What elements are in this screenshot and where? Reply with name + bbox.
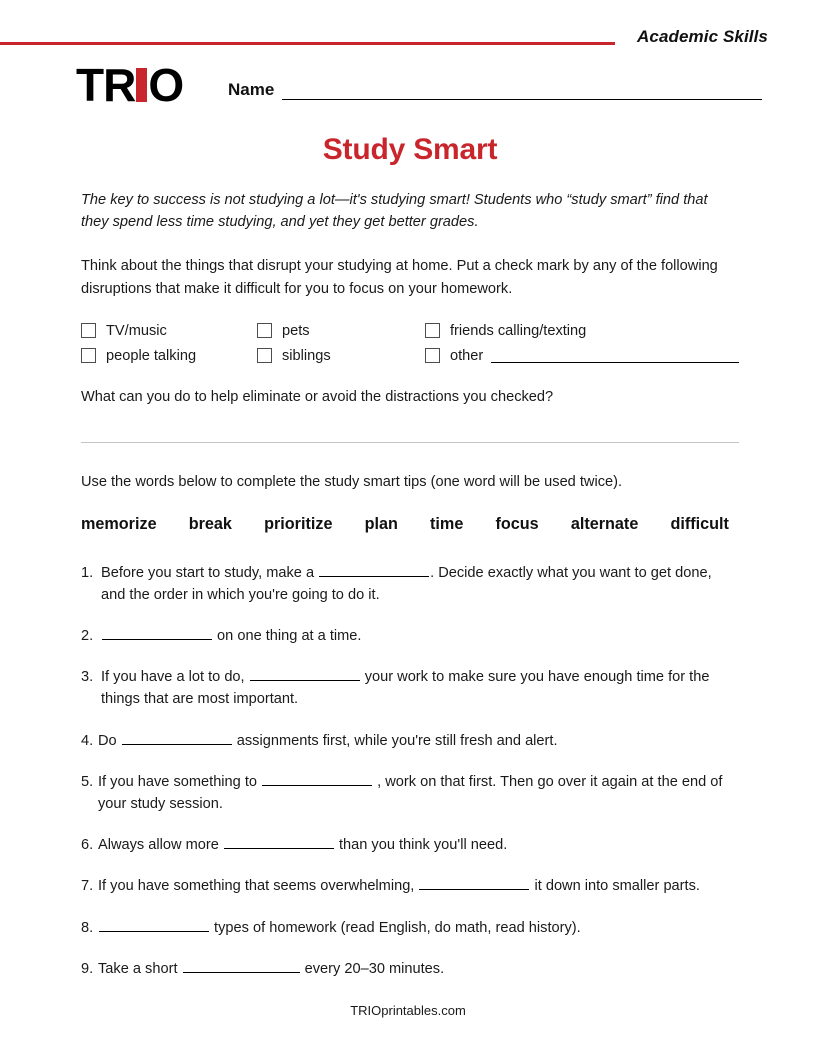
item-body: [98, 771, 739, 815]
section-divider: [81, 442, 739, 443]
distraction-answer-space[interactable]: [81, 408, 739, 442]
footer: [0, 1003, 816, 1018]
item-body: [101, 562, 739, 606]
fill-in-blank[interactable]: [102, 625, 212, 640]
word-bank-item: prioritize: [264, 514, 333, 533]
item-text-post: assignments first, while you're still fresh and alert.: [232, 732, 558, 749]
checkbox-label: people talking: [106, 347, 197, 364]
list-item: [81, 562, 739, 606]
list-item: [81, 875, 739, 897]
intro-paragraph: The key to success is not studying a lot—it's studying smart! Students who “study smart” find that they spend less time studying, and yet they get better grades.: [81, 192, 708, 231]
distraction-question: What can you do to help eliminate or avoid the distractions you checked?: [81, 388, 554, 405]
item-body: [98, 917, 739, 939]
fill-in-blank[interactable]: [99, 917, 209, 932]
item-text-post: it down into smaller parts.: [530, 878, 700, 895]
checkbox-icon[interactable]: [425, 348, 440, 363]
item-number: 6.: [81, 837, 94, 854]
trio-logo: [76, 59, 184, 111]
item-number: 8.: [81, 919, 94, 936]
checkbox-item-other[interactable]: [425, 348, 739, 364]
item-number: 9.: [81, 960, 94, 977]
item-text-pre: Do: [98, 732, 121, 749]
item-text-post: every 20–30 minutes.: [300, 960, 445, 977]
list-item: [81, 666, 739, 710]
item-body: [98, 834, 739, 856]
item-number: 3.: [81, 669, 94, 686]
word-bank-item: focus: [495, 514, 539, 533]
fill-in-blank[interactable]: [122, 730, 232, 745]
fill-in-blank[interactable]: [183, 958, 300, 973]
item-text-pre: If you have something to: [98, 773, 262, 790]
item-text-pre: If you have a lot to do,: [101, 669, 249, 686]
logo-text-left: TR: [76, 59, 136, 111]
other-write-in-line[interactable]: [491, 348, 739, 363]
tips-list: [81, 562, 739, 980]
list-item: [81, 625, 739, 647]
item-number: 1.: [81, 564, 94, 581]
name-row: [228, 80, 762, 100]
word-bank-item: difficult: [670, 514, 729, 533]
instruction-paragraph: Think about the things that disrupt your studying at home. Put a check mark by any of the following disruptions that make it difficult for you to focus on your homework.: [81, 258, 718, 297]
word-bank: [81, 515, 739, 534]
item-body: [98, 875, 739, 897]
checkbox-item[interactable]: [257, 323, 425, 339]
fill-in-blank[interactable]: [224, 834, 334, 849]
item-body: [101, 625, 739, 647]
item-number: 2.: [81, 628, 94, 645]
checkbox-icon[interactable]: [81, 348, 96, 363]
name-label: Name: [228, 80, 275, 99]
checkbox-item[interactable]: [81, 348, 257, 364]
checkbox-label: siblings: [282, 347, 331, 364]
list-item: [81, 958, 739, 980]
list-item: [81, 917, 739, 939]
checkbox-label: pets: [282, 322, 310, 339]
item-body: [101, 666, 739, 710]
item-text-pre: If you have something that seems overwhelming,: [98, 878, 419, 895]
footer-text: TRIOprintables.com: [350, 1003, 466, 1018]
item-text-post: . Decide exactly what you want to get done, and the order in which you're going to do it.: [101, 564, 712, 603]
checkbox-label: friends calling/texting: [450, 322, 587, 339]
name-input-line[interactable]: [282, 82, 762, 100]
checkbox-item[interactable]: [81, 323, 257, 339]
item-text-pre: Before you start to study, make a: [101, 564, 319, 581]
checkbox-icon[interactable]: [257, 348, 272, 363]
word-bank-item: memorize: [81, 514, 157, 533]
checkbox-item[interactable]: [257, 348, 425, 364]
logo-red-i-icon: [136, 68, 147, 102]
logo-text-right: O: [148, 59, 184, 111]
checkbox-item[interactable]: [425, 323, 739, 339]
header-kicker: Academic Skills: [637, 27, 768, 46]
checkbox-label: other: [450, 347, 484, 364]
fill-in-blank[interactable]: [250, 666, 360, 681]
page-title: Study Smart: [322, 133, 498, 166]
fill-in-blank[interactable]: [262, 771, 372, 786]
header-rule-row: [0, 27, 816, 58]
item-number: 4.: [81, 732, 94, 749]
fill-in-blank[interactable]: [419, 875, 529, 890]
list-item: [81, 834, 739, 856]
item-text-post: your work to make sure you have enough time for the things that are most important.: [101, 669, 710, 708]
item-text-post: on one thing at a time.: [213, 628, 362, 645]
item-text-post: types of homework (read English, do math, read history).: [210, 919, 581, 936]
worksheet-content: [81, 133, 739, 999]
header-red-rule: [0, 42, 615, 45]
checkbox-icon[interactable]: [257, 323, 272, 338]
item-body: [98, 730, 739, 752]
item-text-post: than you think you'll need.: [334, 837, 508, 854]
word-bank-item: plan: [364, 514, 398, 533]
wordbank-instruction: Use the words below to complete the study smart tips (one word will be used twice).: [81, 474, 623, 491]
word-bank-item: break: [188, 514, 232, 533]
list-item: [81, 730, 739, 752]
list-item: [81, 771, 739, 815]
word-bank-item: alternate: [570, 514, 639, 533]
item-text-pre: Always allow more: [98, 837, 223, 854]
checkbox-icon[interactable]: [81, 323, 96, 338]
checkbox-icon[interactable]: [425, 323, 440, 338]
item-text-post: , work on that first. Then go over it again at the end of your study session.: [98, 773, 723, 812]
item-number: 7.: [81, 878, 94, 895]
fill-in-blank[interactable]: [319, 562, 429, 577]
checkbox-label: TV/music: [106, 322, 167, 339]
item-number: 5.: [81, 773, 94, 790]
distraction-checkbox-grid: [81, 323, 739, 364]
word-bank-item: time: [430, 514, 464, 533]
item-body: [98, 958, 739, 980]
item-text-pre: Take a short: [98, 960, 182, 977]
